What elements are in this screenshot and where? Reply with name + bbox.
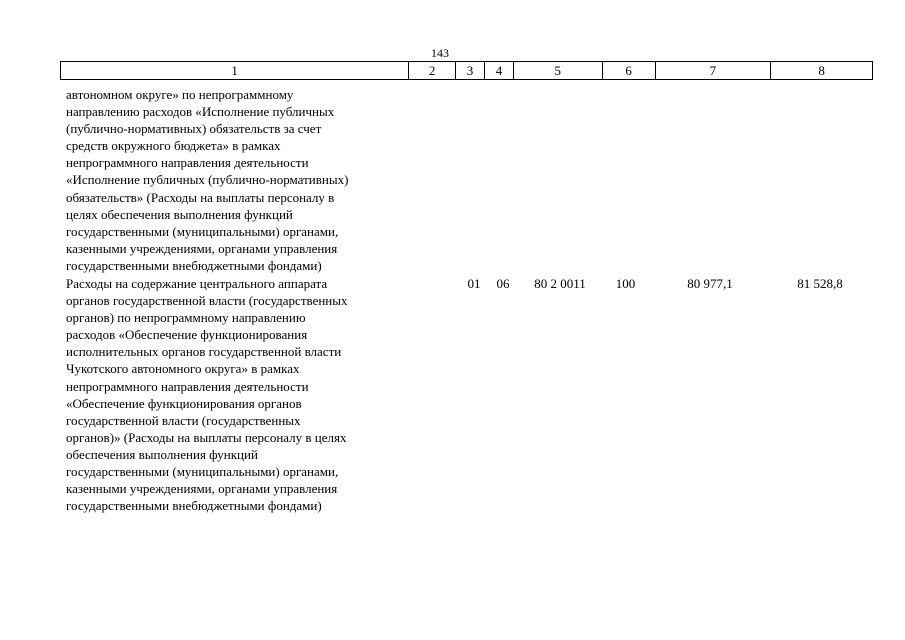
cell-target-article: 80 2 0011	[534, 276, 586, 291]
description-line: Чукотского автономного округа» в рамках	[66, 361, 300, 377]
description-line: государственными внебюджетными фондами)	[66, 498, 322, 514]
table-row-continued-description	[66, 86, 406, 274]
column-header-5: 5	[514, 62, 603, 79]
description-line: Расходы на содержание центрального аппарата	[66, 276, 328, 291]
cell-amount-2: 81 528,8	[797, 276, 843, 291]
description-line: непрограммного направления деятельности	[66, 155, 309, 171]
description-line: государственными внебюджетными фондами)	[66, 257, 322, 273]
description-line: (публично-нормативных) обязательств за счет	[66, 121, 322, 137]
description-line: органов)» (Расходы на выплаты персоналу в целях	[66, 429, 347, 445]
description-line: направлению расходов «Исполнение публичных	[66, 104, 335, 120]
description-line: обеспечения выполнения функций	[66, 446, 258, 462]
column-header-1: 1	[61, 62, 409, 79]
page-number: 143	[431, 46, 449, 60]
description-line: «Обеспечение функционирования органов	[66, 395, 302, 411]
description-line: органов государственной власти (государственных	[66, 293, 348, 309]
cell-section-code: 01	[467, 276, 481, 291]
table-row-description	[66, 275, 406, 514]
table-row-values	[409, 275, 874, 293]
column-header-7: 7	[656, 62, 772, 79]
description-line: расходов «Обеспечение функционирования	[66, 327, 308, 343]
description-line: «Исполнение публичных (публично-нормативных)	[66, 172, 349, 188]
column-header-3: 3	[456, 62, 485, 79]
description-line: казенными учреждениями, органами управления	[66, 481, 338, 497]
cell-amount-1: 80 977,1	[687, 276, 733, 291]
column-header-4: 4	[485, 62, 514, 79]
table-header-row	[60, 61, 873, 80]
description-line: целях обеспечения выполнения функций	[66, 206, 293, 222]
description-line: непрограммного направления деятельности	[66, 378, 309, 394]
column-header-8: 8	[818, 63, 825, 78]
description-line: органов) по непрограммному направлению	[66, 310, 306, 326]
description-line: средств окружного бюджета» в рамках	[66, 138, 281, 154]
description-line: государственными (муниципальными) органами,	[66, 464, 339, 480]
description-line: автономном округе» по непрограммному	[66, 87, 294, 102]
description-line: государственными (муниципальными) органами,	[66, 223, 339, 239]
column-header-2: 2	[409, 62, 456, 79]
description-line: казенными учреждениями, органами управления	[66, 240, 338, 256]
description-line: исполнительных органов государственной власти	[66, 344, 342, 360]
column-header-6: 6	[603, 62, 656, 79]
cell-subsection-code: 06	[496, 276, 510, 291]
description-line: государственной власти (государственных	[66, 412, 301, 428]
description-line: обязательств» (Расходы на выплаты персоналу в	[66, 189, 335, 205]
cell-expense-type: 100	[615, 276, 636, 291]
